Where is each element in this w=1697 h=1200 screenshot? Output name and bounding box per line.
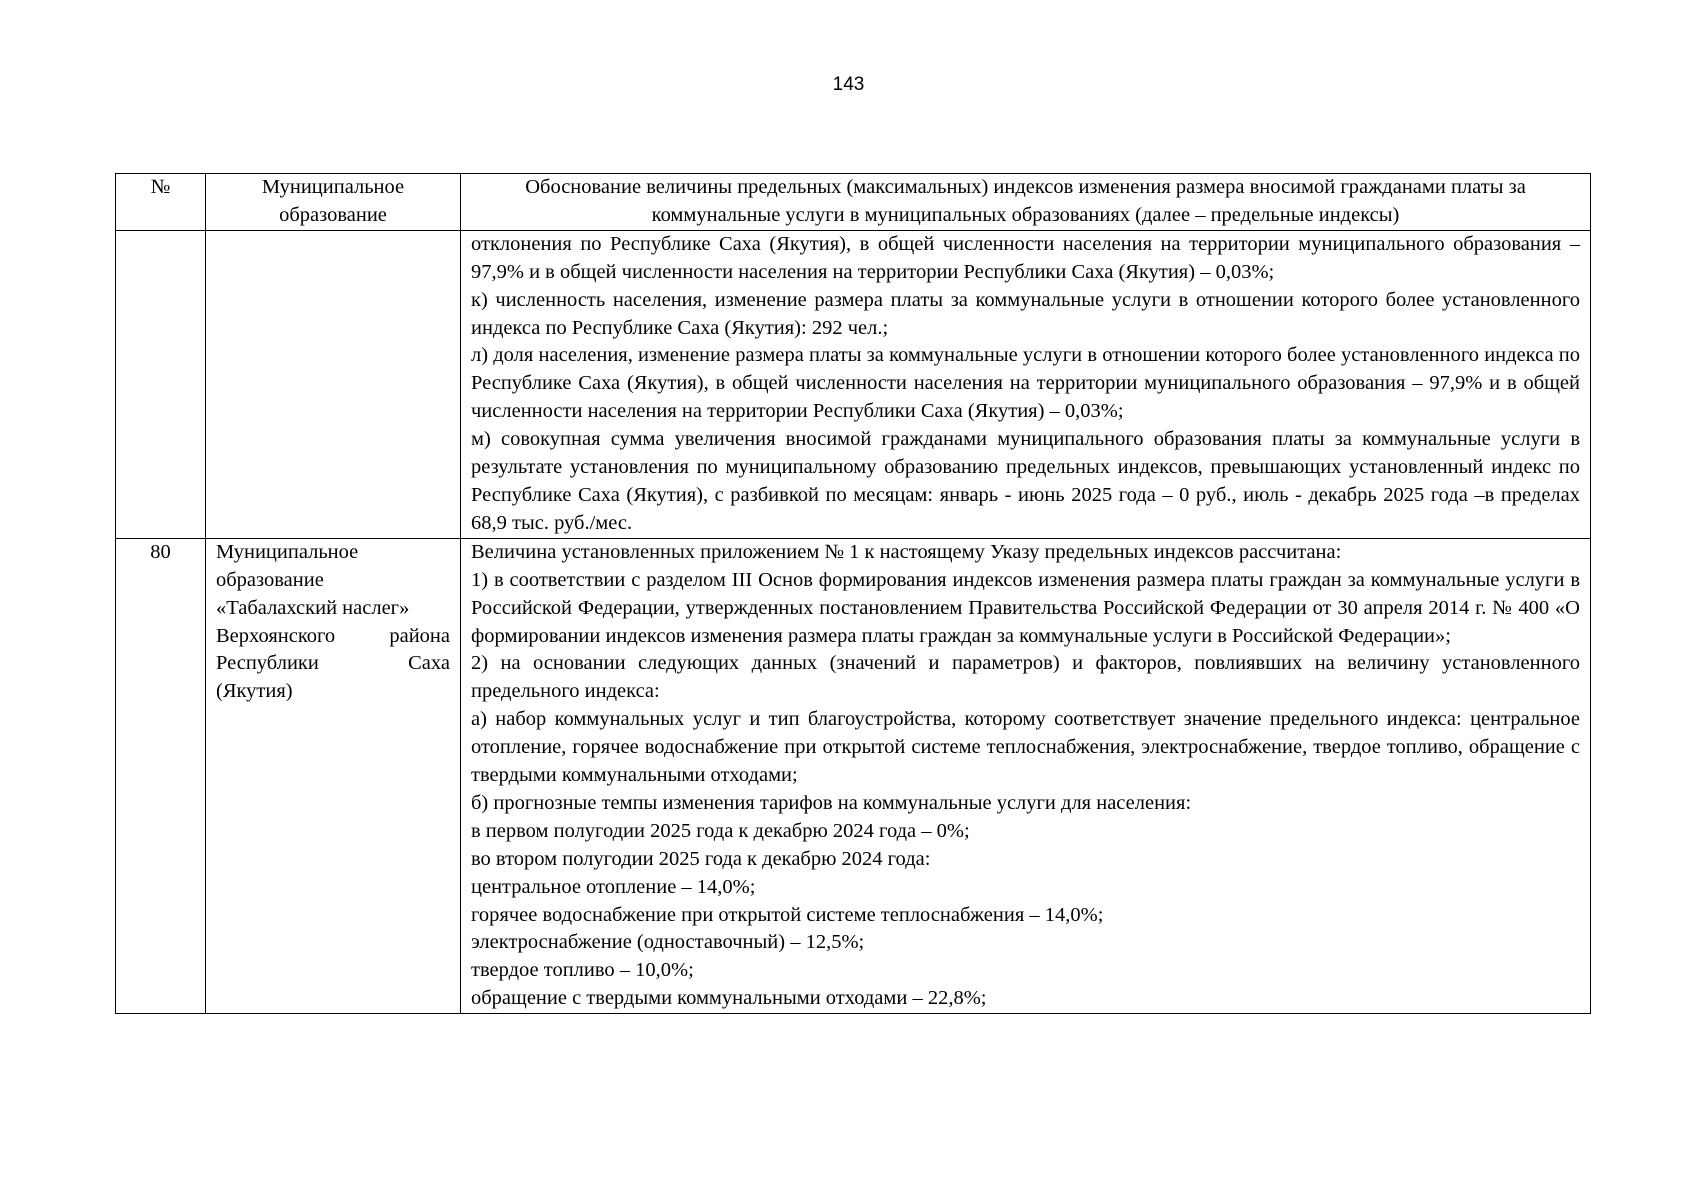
municipality-cell xyxy=(206,538,461,1013)
paragraph: 1) в соответствии с разделом III Основ формирования индексов изменения размера платы граждан за коммунальные услуги в Российской Федерации, утвержденных постановлением Правительства Российской Федерации от 30 апреля 2014 г. № 400 «О формировании индексов изменения размера платы граждан за коммунальные услуги в Российской Федерации»; xyxy=(471,568,1580,647)
row-number-cell: 80 xyxy=(116,538,206,1013)
row-number-cell xyxy=(116,230,206,538)
paragraph: л) доля населения, изменение размера платы за коммунальные услуги в отношении которого более установленного индекса по Республике Саха (Якутия), в общей численности населения на территории муниципального образования – 97,9% и в общей численности населения на территории Республики Саха (Якутия) – 0,03%; xyxy=(471,344,1580,423)
paragraph: к) численность населения, изменение размера платы за коммунальные услуги в отношении которого более установленного индекса по Республике Саха (Якутия): 292 чел.; xyxy=(471,288,1580,339)
justification-table xyxy=(115,173,1591,1014)
paragraph: Величина установленных приложением № 1 к настоящему Указу предельных индексов рассчитана: xyxy=(471,540,1342,563)
paragraph: обращение с твердыми коммунальными отходами – 22,8%; xyxy=(471,987,987,1010)
page-number: 143 xyxy=(832,74,865,95)
municipality-cell xyxy=(206,230,461,538)
paragraph: отклонения по Республике Саха (Якутия), в общей численности населения на территории муниципального образования – 97,9% и в общей численности населения на территории Республики Саха (Якутия) – 0,03%; xyxy=(471,232,1580,283)
paragraph: горячее водоснабжение при открытой системе теплоснабжения – 14,0%; xyxy=(471,903,1104,926)
header-num: № xyxy=(116,174,206,231)
paragraph: м) совокупная сумма увеличения вносимой гражданами муниципального образования платы за коммунальные услуги в результате установления по муниципальному образованию предельных индексов, превышающих установленный индекс по Республике Саха (Якутия), с разбивкой по месяцам: январь - июнь 2025 года – 0 руб., июль - декабрь 2025 года –в пределах 68,9 тыс. руб./мес. xyxy=(471,428,1580,534)
paragraph: центральное отопление – 14,0%; xyxy=(471,875,756,898)
justification-cell xyxy=(461,230,1591,538)
paragraph: 2) на основании следующих данных (значений и параметров) и факторов, повлиявших на величину установленного предельного индекса: xyxy=(471,652,1580,703)
municipality-line: (Якутия) xyxy=(216,680,293,703)
paragraph: в первом полугодии 2025 года к декабрю 2024 года – 0%; xyxy=(471,819,970,842)
municipality-line: Республики Саха xyxy=(216,652,450,675)
municipality-line: Верхоянского района xyxy=(216,624,450,647)
municipality-line: Муниципальное xyxy=(216,540,359,563)
table-header-row xyxy=(116,174,1591,231)
table-row xyxy=(116,538,1591,1013)
paragraph: электроснабжение (одноставочный) – 12,5%; xyxy=(471,931,865,954)
paragraph: а) набор коммунальных услуг и тип благоустройства, которому соответствует значение предельного индекса: центральное отопление, горячее водоснабжение при открытой системе теплоснабжения, электроснабжение, твердое топливо, обращение с твердыми коммунальными отходами; xyxy=(471,708,1580,787)
table-row xyxy=(116,230,1591,538)
paragraph: твердое топливо – 10,0%; xyxy=(471,959,694,982)
municipality-line: «Табалахский наслег» xyxy=(216,596,410,619)
paragraph: б) прогнозные темпы изменения тарифов на коммунальные услуги для населения: xyxy=(471,791,1192,814)
header-justification: Обоснование величины предельных (максимальных) индексов изменения размера вносимой гражданами платы за коммунальные услуги в муниципальных образованиях (далее – предельные индексы) xyxy=(461,174,1591,231)
header-municipality: Муниципальное образование xyxy=(206,174,461,231)
paragraph: во втором полугодии 2025 года к декабрю 2024 года: xyxy=(471,847,931,870)
municipality-line: образование xyxy=(216,568,324,591)
justification-cell xyxy=(461,538,1591,1013)
